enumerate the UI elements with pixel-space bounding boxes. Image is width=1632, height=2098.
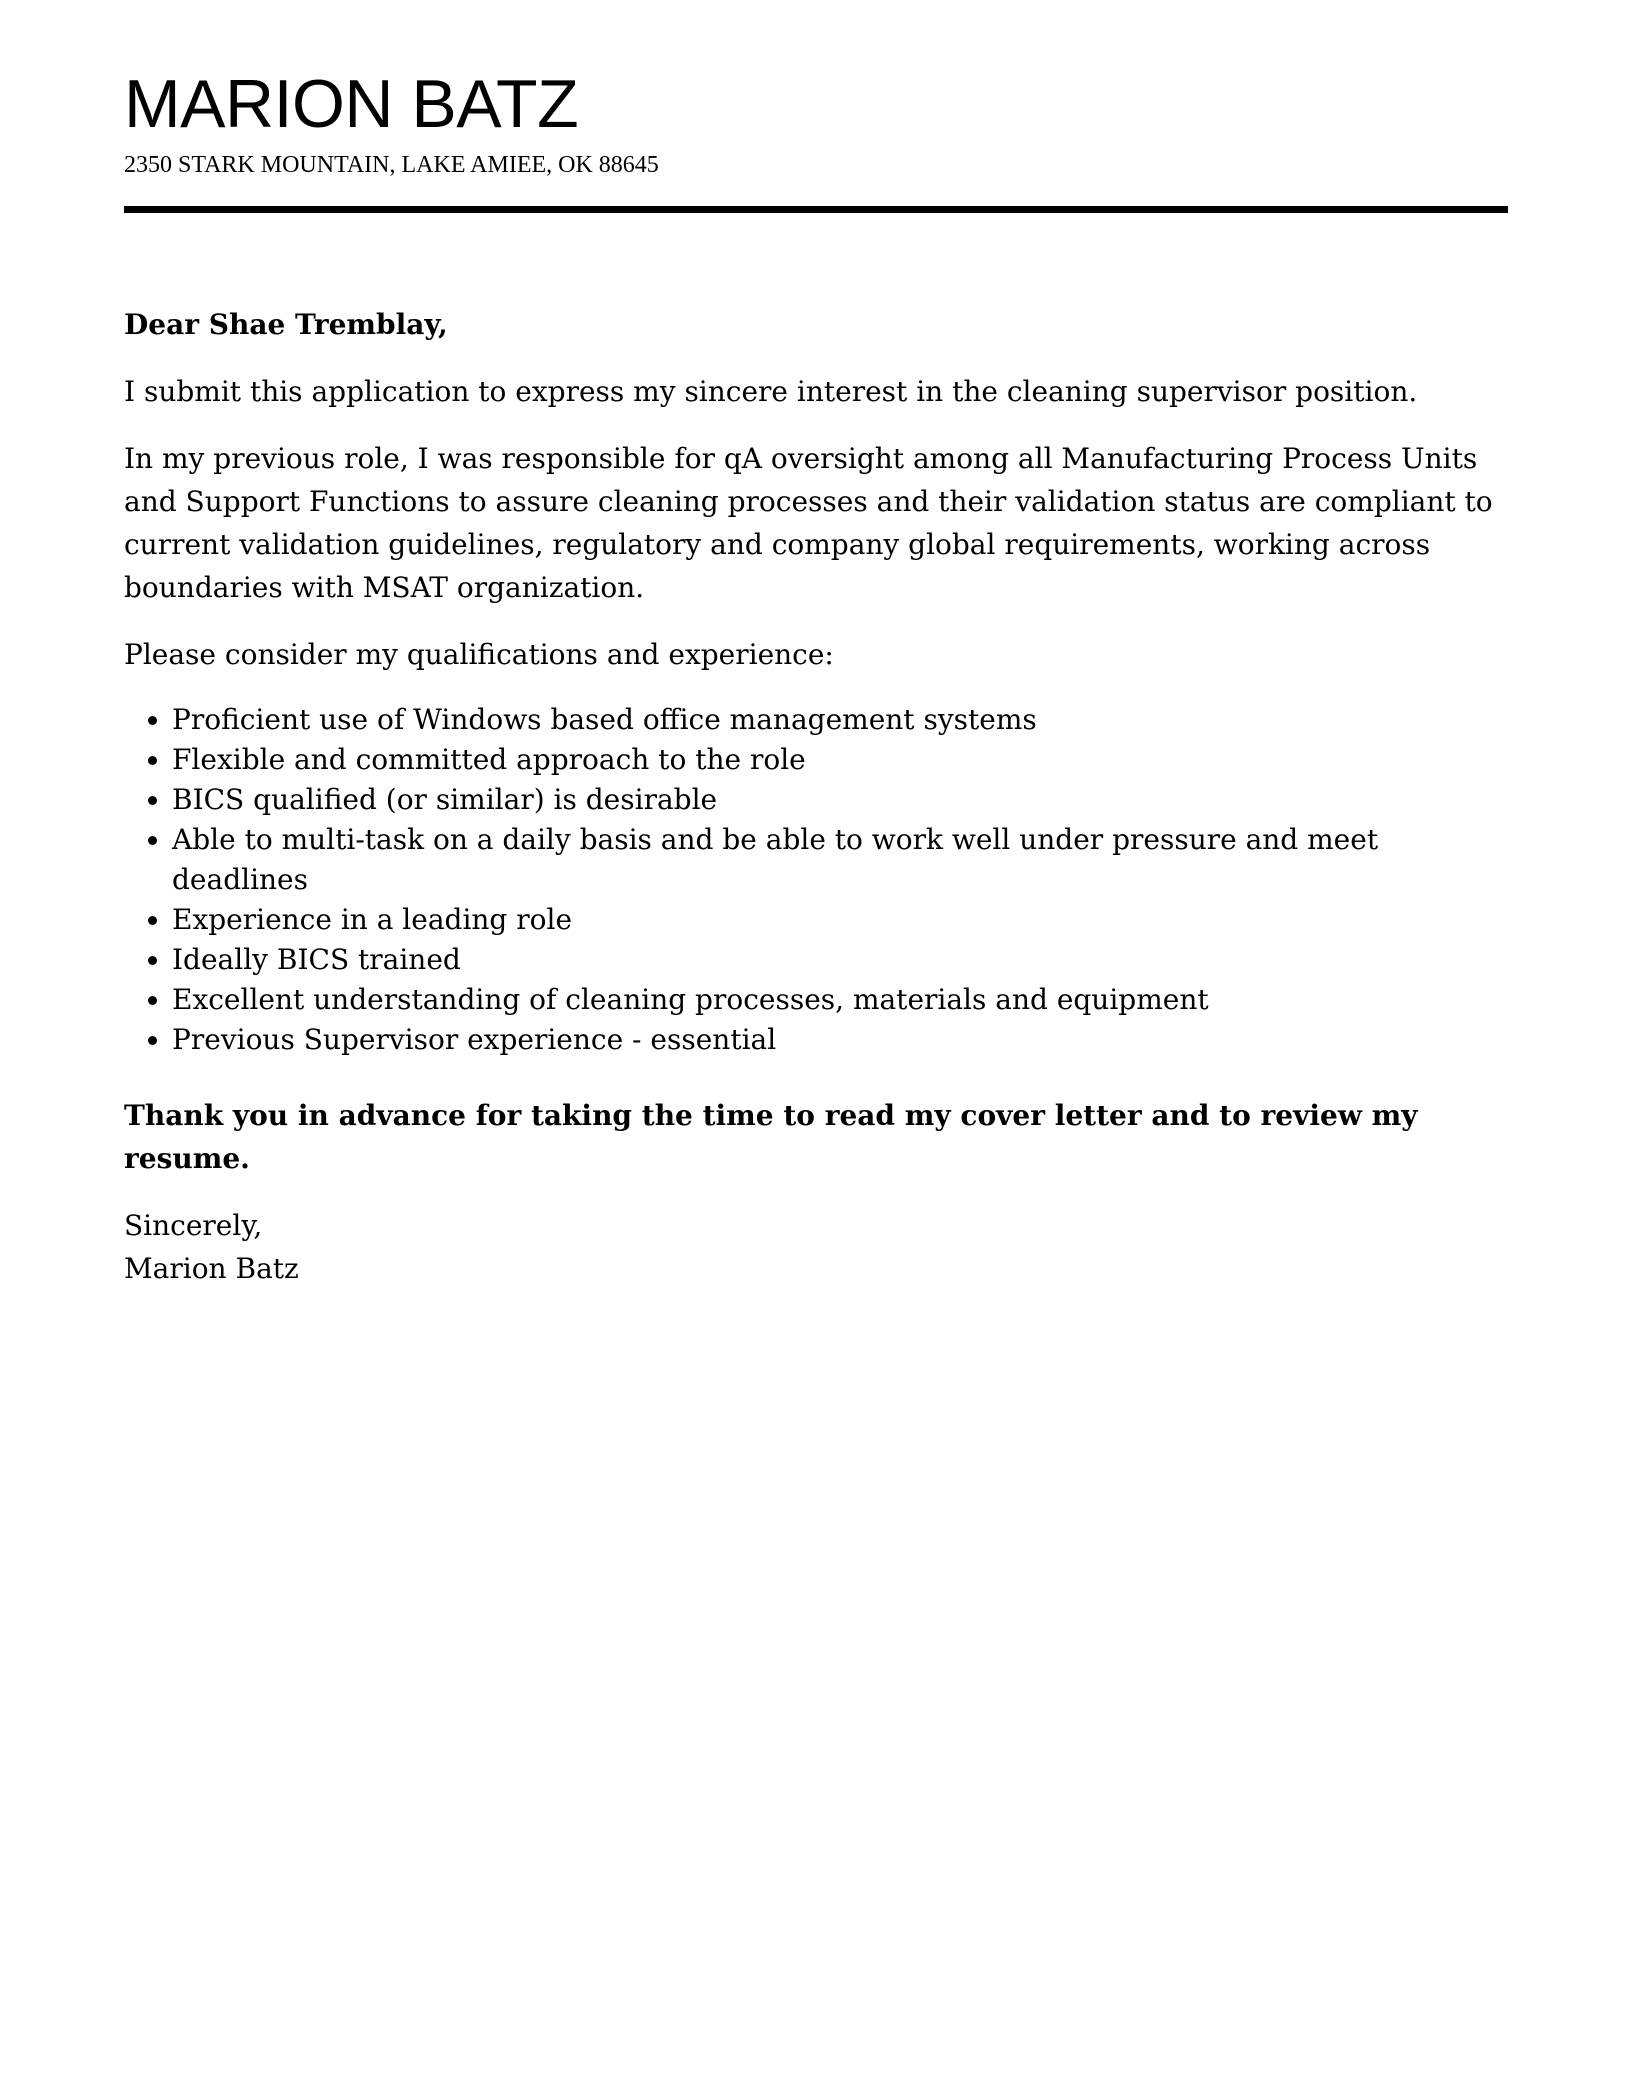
applicant-name: MARION BATZ xyxy=(124,66,579,142)
applicant-address: 2350 STARK MOUNTAIN, LAKE AMIEE, OK 88645 xyxy=(124,152,659,178)
qualification-item: • Excellent understanding of cleaning processes, materials and equipment xyxy=(172,980,1508,1020)
qualification-item: • Flexible and committed approach to the role xyxy=(172,740,1508,780)
qualification-item: • Previous Supervisor experience - essential xyxy=(172,1020,1508,1060)
letter-body xyxy=(124,303,1508,1314)
qualifications-list xyxy=(124,700,1508,1060)
qualification-item: • Able to multi-task on a daily basis and be able to work well under pressure and meet deadlines xyxy=(172,820,1508,900)
qualification-item: • BICS qualified (or similar) is desirable xyxy=(172,780,1508,820)
experience-paragraph: In my previous role, I was responsible for qA oversight among all Manufacturing Process Units and Support Functions to assure cleaning processes and their validation status are compliant to current validation guidelines, regulatory and company global requirements, working across boundaries with MSAT organization. xyxy=(124,442,1493,604)
signature-name: Marion Batz xyxy=(124,1252,299,1285)
qualification-item: • Ideally BICS trained xyxy=(172,940,1508,980)
qualification-item: • Proficient use of Windows based office management systems xyxy=(172,700,1508,740)
header-divider xyxy=(124,206,1508,213)
qualifications-intro: Please consider my qualifications and experience: xyxy=(124,638,834,671)
intro-paragraph: I submit this application to express my sincere interest in the cleaning supervisor position. xyxy=(124,375,1418,408)
signoff xyxy=(124,1204,1508,1290)
closing-phrase: Sincerely, xyxy=(124,1209,263,1242)
closing-note: Thank you in advance for taking the time to read my cover letter and to review my resume. xyxy=(124,1099,1418,1175)
salutation: Dear Shae Tremblay, xyxy=(124,308,448,341)
qualification-item: • Experience in a leading role xyxy=(172,900,1508,940)
